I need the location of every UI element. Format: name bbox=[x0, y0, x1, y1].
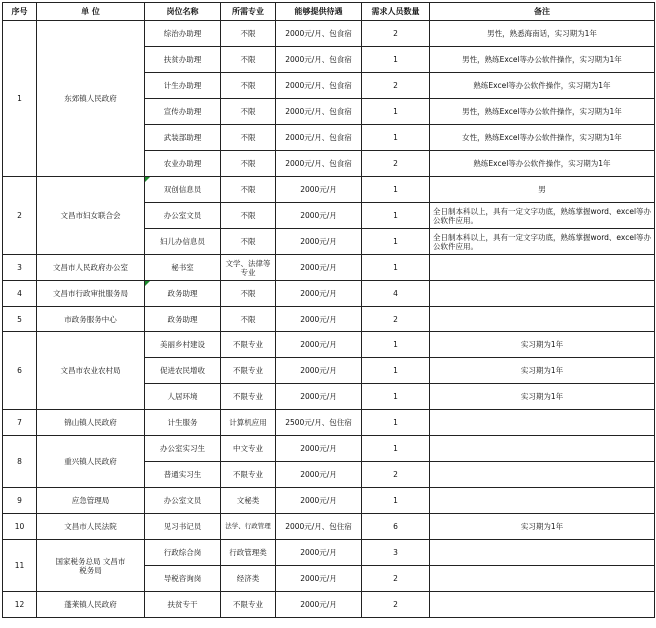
salary-cell: 2000元/月、包食宿 bbox=[276, 73, 362, 99]
header-count: 需求人员数量 bbox=[362, 3, 430, 21]
major-cell: 不限专业 bbox=[221, 384, 276, 410]
seq-cell: 4 bbox=[3, 281, 37, 307]
position-cell: 人居环境 bbox=[145, 384, 221, 410]
table-row bbox=[3, 281, 655, 307]
major-cell: 文秘类 bbox=[221, 488, 276, 514]
note-cell: 实习期为1年 bbox=[430, 514, 655, 540]
table-row bbox=[3, 488, 655, 514]
table-row bbox=[3, 592, 655, 618]
major-cell: 不限 bbox=[221, 203, 276, 229]
unit-cell: 文昌市人民政府办公室 bbox=[37, 255, 145, 281]
note-cell bbox=[430, 281, 655, 307]
salary-cell: 2000元/月 bbox=[276, 229, 362, 255]
salary-cell: 2000元/月 bbox=[276, 436, 362, 462]
count-cell: 1 bbox=[362, 99, 430, 125]
recruitment-table bbox=[2, 2, 655, 618]
note-cell: 实习期为1年 bbox=[430, 358, 655, 384]
position-cell: 导税咨询岗 bbox=[145, 566, 221, 592]
unit-cell: 蓬莱镇人民政府 bbox=[37, 592, 145, 618]
position-cell: 扶贫专干 bbox=[145, 592, 221, 618]
major-cell: 计算机应用 bbox=[221, 410, 276, 436]
note-cell bbox=[430, 592, 655, 618]
major-cell: 不限 bbox=[221, 125, 276, 151]
major-cell: 经济类 bbox=[221, 566, 276, 592]
count-cell: 1 bbox=[362, 203, 430, 229]
position-cell: 秘书室 bbox=[145, 255, 221, 281]
count-cell: 3 bbox=[362, 540, 430, 566]
count-cell: 1 bbox=[362, 229, 430, 255]
major-cell: 不限专业 bbox=[221, 462, 276, 488]
salary-cell: 2000元/月、包食宿 bbox=[276, 47, 362, 73]
count-cell: 1 bbox=[362, 488, 430, 514]
seq-cell: 8 bbox=[3, 436, 37, 488]
count-cell: 2 bbox=[362, 592, 430, 618]
unit-cell: 文昌市人民法院 bbox=[37, 514, 145, 540]
unit-cell: 市政务服务中心 bbox=[37, 307, 145, 332]
salary-cell: 2000元/月 bbox=[276, 566, 362, 592]
unit-cell: 锦山镇人民政府 bbox=[37, 410, 145, 436]
note-cell: 实习期为1年 bbox=[430, 332, 655, 358]
salary-cell: 2000元/月 bbox=[276, 488, 362, 514]
unit-cell: 文昌市农业农村局 bbox=[37, 332, 145, 410]
major-cell: 行政管理类 bbox=[221, 540, 276, 566]
note-cell: 女性，熟练Excel等办公软件操作，实习期为1年 bbox=[430, 125, 655, 151]
position-cell: 计生服务 bbox=[145, 410, 221, 436]
seq-cell: 6 bbox=[3, 332, 37, 410]
count-cell: 1 bbox=[362, 177, 430, 203]
note-cell: 熟练Excel等办公软件操作，实习期为1年 bbox=[430, 73, 655, 99]
seq-cell: 10 bbox=[3, 514, 37, 540]
position-cell: 办公室实习生 bbox=[145, 436, 221, 462]
salary-cell: 2000元/月 bbox=[276, 384, 362, 410]
position-cell: 行政综合岗 bbox=[145, 540, 221, 566]
table-body bbox=[3, 21, 655, 618]
major-cell: 不限 bbox=[221, 47, 276, 73]
salary-cell: 2000元/月、包住宿 bbox=[276, 514, 362, 540]
position-cell: 扶贫办助理 bbox=[145, 47, 221, 73]
header-row bbox=[3, 3, 655, 21]
count-cell: 2 bbox=[362, 21, 430, 47]
table-row bbox=[3, 436, 655, 462]
major-cell: 不限 bbox=[221, 177, 276, 203]
seq-cell: 3 bbox=[3, 255, 37, 281]
major-cell: 不限 bbox=[221, 21, 276, 47]
major-cell: 不限 bbox=[221, 73, 276, 99]
salary-cell: 2000元/月 bbox=[276, 592, 362, 618]
count-cell: 2 bbox=[362, 566, 430, 592]
major-cell: 法学、行政管理 bbox=[221, 514, 276, 540]
count-cell: 6 bbox=[362, 514, 430, 540]
unit-cell: 文昌市妇女联合会 bbox=[37, 177, 145, 255]
table-row bbox=[3, 540, 655, 566]
unit-cell: 国家税务总局 文昌市税务局 bbox=[37, 540, 145, 592]
salary-cell: 2000元/月、包食宿 bbox=[276, 99, 362, 125]
table-row bbox=[3, 21, 655, 47]
position-cell: 农业办助理 bbox=[145, 151, 221, 177]
salary-cell: 2000元/月 bbox=[276, 255, 362, 281]
note-cell: 实习期为1年 bbox=[430, 384, 655, 410]
header-seq: 序号 bbox=[3, 3, 37, 21]
position-cell: 双创信息员 bbox=[145, 177, 221, 203]
count-cell: 1 bbox=[362, 125, 430, 151]
count-cell: 1 bbox=[362, 358, 430, 384]
note-cell bbox=[430, 540, 655, 566]
position-cell: 综治办助理 bbox=[145, 21, 221, 47]
count-cell: 1 bbox=[362, 47, 430, 73]
major-cell: 不限 bbox=[221, 151, 276, 177]
seq-cell: 5 bbox=[3, 307, 37, 332]
salary-cell: 2000元/月 bbox=[276, 177, 362, 203]
note-cell: 男性，熟悉海南话，实习期为1年 bbox=[430, 21, 655, 47]
position-cell: 办公室文员 bbox=[145, 488, 221, 514]
major-cell: 不限专业 bbox=[221, 592, 276, 618]
note-cell: 熟练Excel等办公软件操作，实习期为1年 bbox=[430, 151, 655, 177]
count-cell: 1 bbox=[362, 410, 430, 436]
table-row bbox=[3, 410, 655, 436]
salary-cell: 2000元/月、包食宿 bbox=[276, 21, 362, 47]
note-cell: 全日制本科以上，具有一定文字功底，熟练掌握word、excel等办公软件应用。 bbox=[430, 203, 655, 229]
note-cell bbox=[430, 488, 655, 514]
major-cell: 不限专业 bbox=[221, 358, 276, 384]
table-row bbox=[3, 177, 655, 203]
header-salary: 能够提供待遇 bbox=[276, 3, 362, 21]
header-position: 岗位名称 bbox=[145, 3, 221, 21]
position-cell: 见习书记员 bbox=[145, 514, 221, 540]
unit-cell: 应急管理局 bbox=[37, 488, 145, 514]
major-cell: 不限 bbox=[221, 307, 276, 332]
note-cell: 男性，熟练Excel等办公软件操作，实习期为1年 bbox=[430, 47, 655, 73]
count-cell: 2 bbox=[362, 462, 430, 488]
salary-cell: 2000元/月 bbox=[276, 332, 362, 358]
position-cell: 美丽乡村建设 bbox=[145, 332, 221, 358]
table-row bbox=[3, 255, 655, 281]
unit-cell: 东郊镇人民政府 bbox=[37, 21, 145, 177]
position-cell: 普通实习生 bbox=[145, 462, 221, 488]
header-unit: 单 位 bbox=[37, 3, 145, 21]
note-cell bbox=[430, 436, 655, 462]
position-cell: 促进农民增收 bbox=[145, 358, 221, 384]
salary-cell: 2500元/月、包住宿 bbox=[276, 410, 362, 436]
count-cell: 2 bbox=[362, 307, 430, 332]
note-cell bbox=[430, 410, 655, 436]
position-cell: 计生办助理 bbox=[145, 73, 221, 99]
major-cell: 中文专业 bbox=[221, 436, 276, 462]
salary-cell: 2000元/月 bbox=[276, 540, 362, 566]
major-cell: 不限 bbox=[221, 99, 276, 125]
major-cell: 文学、法律等专业 bbox=[221, 255, 276, 281]
position-cell: 妇儿办信息员 bbox=[145, 229, 221, 255]
note-cell: 男 bbox=[430, 177, 655, 203]
position-cell: 办公室文员 bbox=[145, 203, 221, 229]
note-cell bbox=[430, 307, 655, 332]
position-cell: 政务助理 bbox=[145, 281, 221, 307]
seq-cell: 2 bbox=[3, 177, 37, 255]
header-major: 所需专业 bbox=[221, 3, 276, 21]
salary-cell: 2000元/月、包食宿 bbox=[276, 125, 362, 151]
count-cell: 2 bbox=[362, 151, 430, 177]
position-cell: 宣传办助理 bbox=[145, 99, 221, 125]
salary-cell: 2000元/月 bbox=[276, 281, 362, 307]
header-note: 备注 bbox=[430, 3, 655, 21]
table-row bbox=[3, 514, 655, 540]
unit-cell: 重兴镇人民政府 bbox=[37, 436, 145, 488]
note-cell bbox=[430, 462, 655, 488]
count-cell: 1 bbox=[362, 384, 430, 410]
table-row bbox=[3, 307, 655, 332]
seq-cell: 1 bbox=[3, 21, 37, 177]
major-cell: 不限 bbox=[221, 229, 276, 255]
position-cell: 政务助理 bbox=[145, 307, 221, 332]
table-row bbox=[3, 332, 655, 358]
salary-cell: 2000元/月、包食宿 bbox=[276, 151, 362, 177]
count-cell: 2 bbox=[362, 73, 430, 99]
count-cell: 4 bbox=[362, 281, 430, 307]
count-cell: 1 bbox=[362, 436, 430, 462]
major-cell: 不限专业 bbox=[221, 332, 276, 358]
salary-cell: 2000元/月 bbox=[276, 307, 362, 332]
note-cell: 全日制本科以上，具有一定文字功底，熟练掌握word、excel等办公软件应用。 bbox=[430, 229, 655, 255]
seq-cell: 12 bbox=[3, 592, 37, 618]
note-cell bbox=[430, 255, 655, 281]
seq-cell: 11 bbox=[3, 540, 37, 592]
salary-cell: 2000元/月 bbox=[276, 203, 362, 229]
seq-cell: 7 bbox=[3, 410, 37, 436]
count-cell: 1 bbox=[362, 332, 430, 358]
major-cell: 不限 bbox=[221, 281, 276, 307]
seq-cell: 9 bbox=[3, 488, 37, 514]
salary-cell: 2000元/月 bbox=[276, 462, 362, 488]
note-cell bbox=[430, 566, 655, 592]
position-cell: 武装部助理 bbox=[145, 125, 221, 151]
count-cell: 1 bbox=[362, 255, 430, 281]
note-cell: 男性，熟练Excel等办公软件操作，实习期为1年 bbox=[430, 99, 655, 125]
salary-cell: 2000元/月 bbox=[276, 358, 362, 384]
unit-cell: 文昌市行政审批服务局 bbox=[37, 281, 145, 307]
